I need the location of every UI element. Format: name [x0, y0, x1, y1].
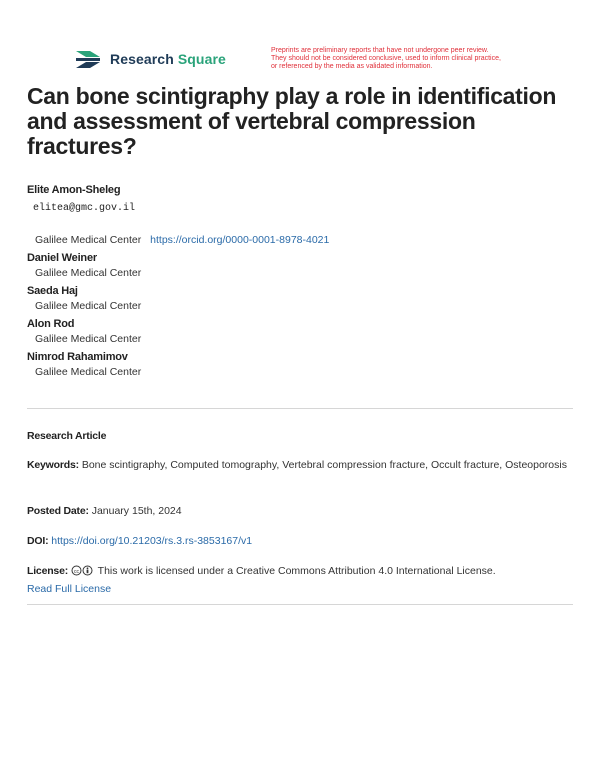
author-name: Nimrod Rahamimov	[27, 351, 128, 363]
keywords-label: Keywords:	[27, 459, 79, 471]
license-text: This work is licensed under a Creative Commons Attribution 4.0 International License.	[97, 565, 496, 577]
posted-date-value: January 15th, 2024	[91, 505, 182, 517]
license	[27, 563, 573, 597]
license-label: License:	[27, 565, 68, 577]
research-square-logo[interactable]	[74, 47, 226, 71]
header	[74, 47, 574, 77]
author-name: Saeda Haj	[27, 285, 78, 297]
author-affiliation: Galilee Medical Center	[35, 333, 142, 345]
read-full-license-link[interactable]: Read Full License	[27, 583, 112, 595]
author-affiliation: Galilee Medical Center	[35, 267, 142, 279]
author-name: Daniel Weiner	[27, 252, 97, 264]
notice-line: or referenced by the media as validated information.	[271, 63, 433, 70]
posted-date	[27, 503, 573, 519]
research-square-logo-icon	[74, 47, 104, 71]
article-title: Can bone scintigraphy play a role in identification and assessment of vertebral compression fractures?	[27, 83, 557, 159]
affiliation-name: Galilee Medical Center	[35, 234, 142, 246]
divider	[27, 408, 573, 409]
keywords-value: Bone scintigraphy, Computed tomography, Vertebral compression fracture, Occult fracture, Osteoporosis	[81, 459, 567, 471]
article-type: Research Article	[27, 430, 107, 442]
author-affiliation: Galilee Medical Center	[35, 366, 142, 378]
orcid-link[interactable]: https://orcid.org/0000-0001-8978-4021	[150, 234, 330, 246]
logo-text: Research Square	[110, 51, 226, 67]
notice-line: Preprints are preliminary reports that have not undergone peer review.	[271, 47, 489, 54]
divider	[27, 604, 573, 605]
author-name: Elite Amon-Sheleg	[27, 184, 121, 196]
svg-text:cc: cc	[73, 568, 79, 575]
keywords	[27, 457, 573, 473]
author-email[interactable]: elitea@gmc.gov.il	[33, 203, 136, 214]
doi	[27, 533, 573, 549]
doi-link[interactable]: https://doi.org/10.21203/rs.3.rs-3853167/v1	[51, 535, 253, 547]
author-affiliation	[35, 232, 572, 248]
author-affiliation: Galilee Medical Center	[35, 300, 142, 312]
author-name: Alon Rod	[27, 318, 75, 330]
cc-icon	[71, 565, 95, 581]
notice-line: They should not be considered conclusive, used to inform clinical practice,	[271, 55, 501, 62]
posted-date-label: Posted Date:	[27, 505, 89, 517]
doi-label: DOI:	[27, 535, 49, 547]
preprint-notice	[271, 47, 571, 71]
author-list	[27, 180, 572, 380]
